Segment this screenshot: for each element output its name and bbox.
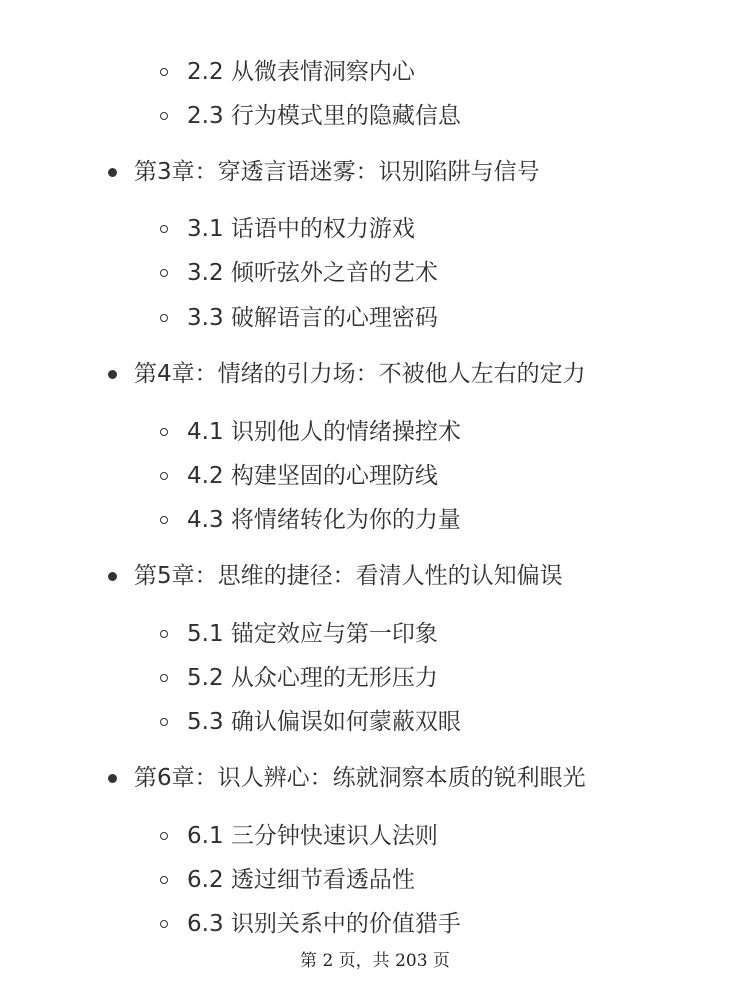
hollow-bullet-icon xyxy=(160,269,168,277)
toc-section-item xyxy=(160,619,438,649)
hollow-bullet-icon xyxy=(160,112,168,120)
toc-section-item xyxy=(160,57,415,87)
toc-section-item xyxy=(160,909,461,939)
toc-section-item xyxy=(160,258,438,288)
hollow-bullet-icon xyxy=(160,832,168,840)
hollow-bullet-icon xyxy=(160,674,168,682)
toc-chapter-item xyxy=(108,157,540,187)
toc-chapter-item xyxy=(108,763,586,793)
hollow-bullet-icon xyxy=(160,472,168,480)
toc-item-label: 4.3 将情绪转化为你的力量 xyxy=(187,507,461,533)
hollow-bullet-icon xyxy=(160,876,168,884)
toc-item-label: 3.3 破解语言的心理密码 xyxy=(187,305,438,331)
toc-item-label: 3.1 话语中的权力游戏 xyxy=(187,216,415,242)
hollow-bullet-icon xyxy=(160,630,168,638)
toc-section-item xyxy=(160,417,461,447)
toc-section-item xyxy=(160,865,415,895)
toc-item-label: 4.1 识别他人的情绪操控术 xyxy=(187,419,461,445)
toc-chapter-item xyxy=(108,359,586,389)
toc-section-item xyxy=(160,461,438,491)
toc-item-label: 第4章：情绪的引力场：不被他人左右的定力 xyxy=(134,361,586,387)
toc-item-label: 第5章：思维的捷径：看清人性的认知偏误 xyxy=(134,563,563,589)
toc-section-item xyxy=(160,663,438,693)
toc-section-item xyxy=(160,707,461,737)
hollow-bullet-icon xyxy=(160,718,168,726)
hollow-bullet-icon xyxy=(160,428,168,436)
toc-section-item xyxy=(160,505,461,535)
toc-item-label: 第6章：识人辨心：练就洞察本质的锐利眼光 xyxy=(134,765,586,791)
hollow-bullet-icon xyxy=(160,314,168,322)
toc-section-item xyxy=(160,101,461,131)
hollow-bullet-icon xyxy=(160,225,168,233)
toc-section-item xyxy=(160,214,415,244)
toc-chapter-item xyxy=(108,561,563,591)
toc-item-label: 6.3 识别关系中的价值猎手 xyxy=(187,911,461,937)
filled-bullet-icon xyxy=(108,572,117,581)
toc-section-item xyxy=(160,303,438,333)
toc-item-label: 6.2 透过细节看透品性 xyxy=(187,867,415,893)
hollow-bullet-icon xyxy=(160,920,168,928)
toc-item-label: 4.2 构建坚固的心理防线 xyxy=(187,463,438,489)
hollow-bullet-icon xyxy=(160,68,168,76)
filled-bullet-icon xyxy=(108,370,117,379)
filled-bullet-icon xyxy=(108,774,117,783)
toc-item-label: 5.3 确认偏误如何蒙蔽双眼 xyxy=(187,709,461,735)
page-number-footer: 第 2 页，共 203 页 xyxy=(300,951,450,971)
toc-item-label: 2.3 行为模式里的隐藏信息 xyxy=(187,103,461,129)
toc-item-label: 第3章：穿透言语迷雾：识别陷阱与信号 xyxy=(134,159,540,185)
toc-item-label: 5.2 从众心理的无形压力 xyxy=(187,665,438,691)
toc-item-label: 3.2 倾听弦外之音的艺术 xyxy=(187,260,438,286)
hollow-bullet-icon xyxy=(160,516,168,524)
toc-section-item xyxy=(160,821,438,851)
filled-bullet-icon xyxy=(108,168,117,177)
toc-item-label: 2.2 从微表情洞察内心 xyxy=(187,59,415,85)
toc-item-label: 6.1 三分钟快速识人法则 xyxy=(187,823,438,849)
toc-item-label: 5.1 锚定效应与第一印象 xyxy=(187,621,438,647)
